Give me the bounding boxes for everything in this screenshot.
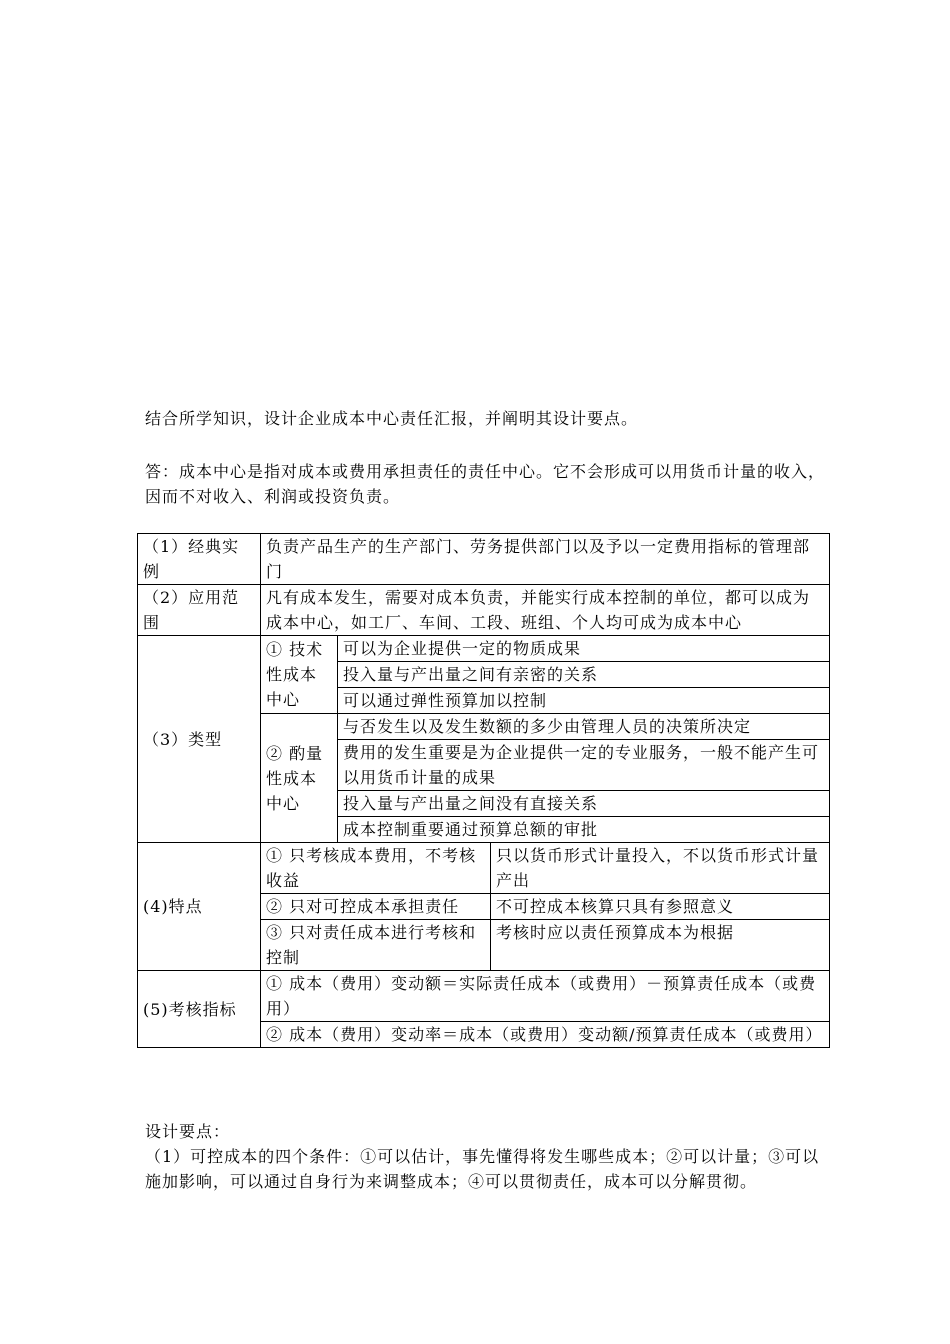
- design-points-body: （1）可控成本的四个条件：①可以估计，事先懂得将发生哪些成本；②可以计量；③可以施加影响，可以通过自身行为来调整成本；④可以贯彻责任，成本可以分解贯彻。: [145, 1147, 820, 1191]
- table-row: [138, 971, 830, 1022]
- row-content-example: 负责产品生产的生产部门、劳务提供部门以及予以一定费用指标的管理部门: [261, 534, 830, 585]
- row-content-scope: 凡有成本发生，需要对成本负责，并能实行成本控制的单位，都可以成为成本中心，如工厂、车间、工段、班组、个人均可成为成本中心: [261, 585, 830, 636]
- cost-center-table: [137, 533, 830, 1048]
- type-discretionary-item: 成本控制重要通过预算总额的审批: [338, 817, 830, 843]
- row-header-features: (4)特点: [138, 843, 261, 971]
- row-header-indicators: (5)考核指标: [138, 971, 261, 1048]
- feature-right: 只以货币形式计量投入，不以货币形式计量产出: [490, 843, 829, 894]
- type-discretionary-item: 与否发生以及发生数额的多少由管理人员的决策所决定: [338, 714, 830, 740]
- table-row: [138, 636, 830, 662]
- feature-left: ① 只考核成本费用，不考核收益: [261, 843, 491, 894]
- row-header-scope: （2）应用范围: [138, 585, 261, 636]
- question-text: 结合所学知识，设计企业成本中心责任汇报，并阐明其设计要点。: [145, 409, 639, 428]
- feature-right: 考核时应以责任预算成本为根据: [490, 920, 829, 971]
- table-row: [138, 534, 830, 585]
- row-header-example: （1）经典实例: [138, 534, 261, 585]
- row-header-types: （3）类型: [138, 636, 261, 843]
- table-row: [138, 585, 830, 636]
- indicator-item: ② 成本（费用）变动率＝成本（或费用）变动额/预算责任成本（或费用）: [261, 1022, 830, 1048]
- table-row: [138, 843, 830, 894]
- type-technical-item: 可以为企业提供一定的物质成果: [338, 636, 830, 662]
- type-technical-item: 可以通过弹性预算加以控制: [338, 688, 830, 714]
- design-points-title: 设计要点：: [145, 1122, 231, 1141]
- type-discretionary-item: 费用的发生重要是为企业提供一定的专业服务，一般不能产生可以用货币计量的成果: [338, 740, 830, 791]
- type-discretionary-item: 投入量与产出量之间没有直接关系: [338, 791, 830, 817]
- type-discretionary-label: ② 酌量性成本中心: [261, 714, 338, 843]
- answer-text: 答：成本中心是指对成本或费用承担责任的责任中心。它不会形成可以用货币计量的收入，因而不对收入、利润或投资负责。: [145, 462, 826, 506]
- indicator-item: ① 成本（费用）变动额＝实际责任成本（或费用）－预算责任成本（或费用）: [261, 971, 830, 1022]
- feature-right: 不可控成本核算只具有参照意义: [490, 894, 829, 920]
- type-technical-item: 投入量与产出量之间有亲密的关系: [338, 662, 830, 688]
- feature-left: ③ 只对责任成本进行考核和控制: [261, 920, 491, 971]
- feature-left: ② 只对可控成本承担责任: [261, 894, 491, 920]
- type-technical-label: ① 技术性成本中心: [261, 636, 338, 714]
